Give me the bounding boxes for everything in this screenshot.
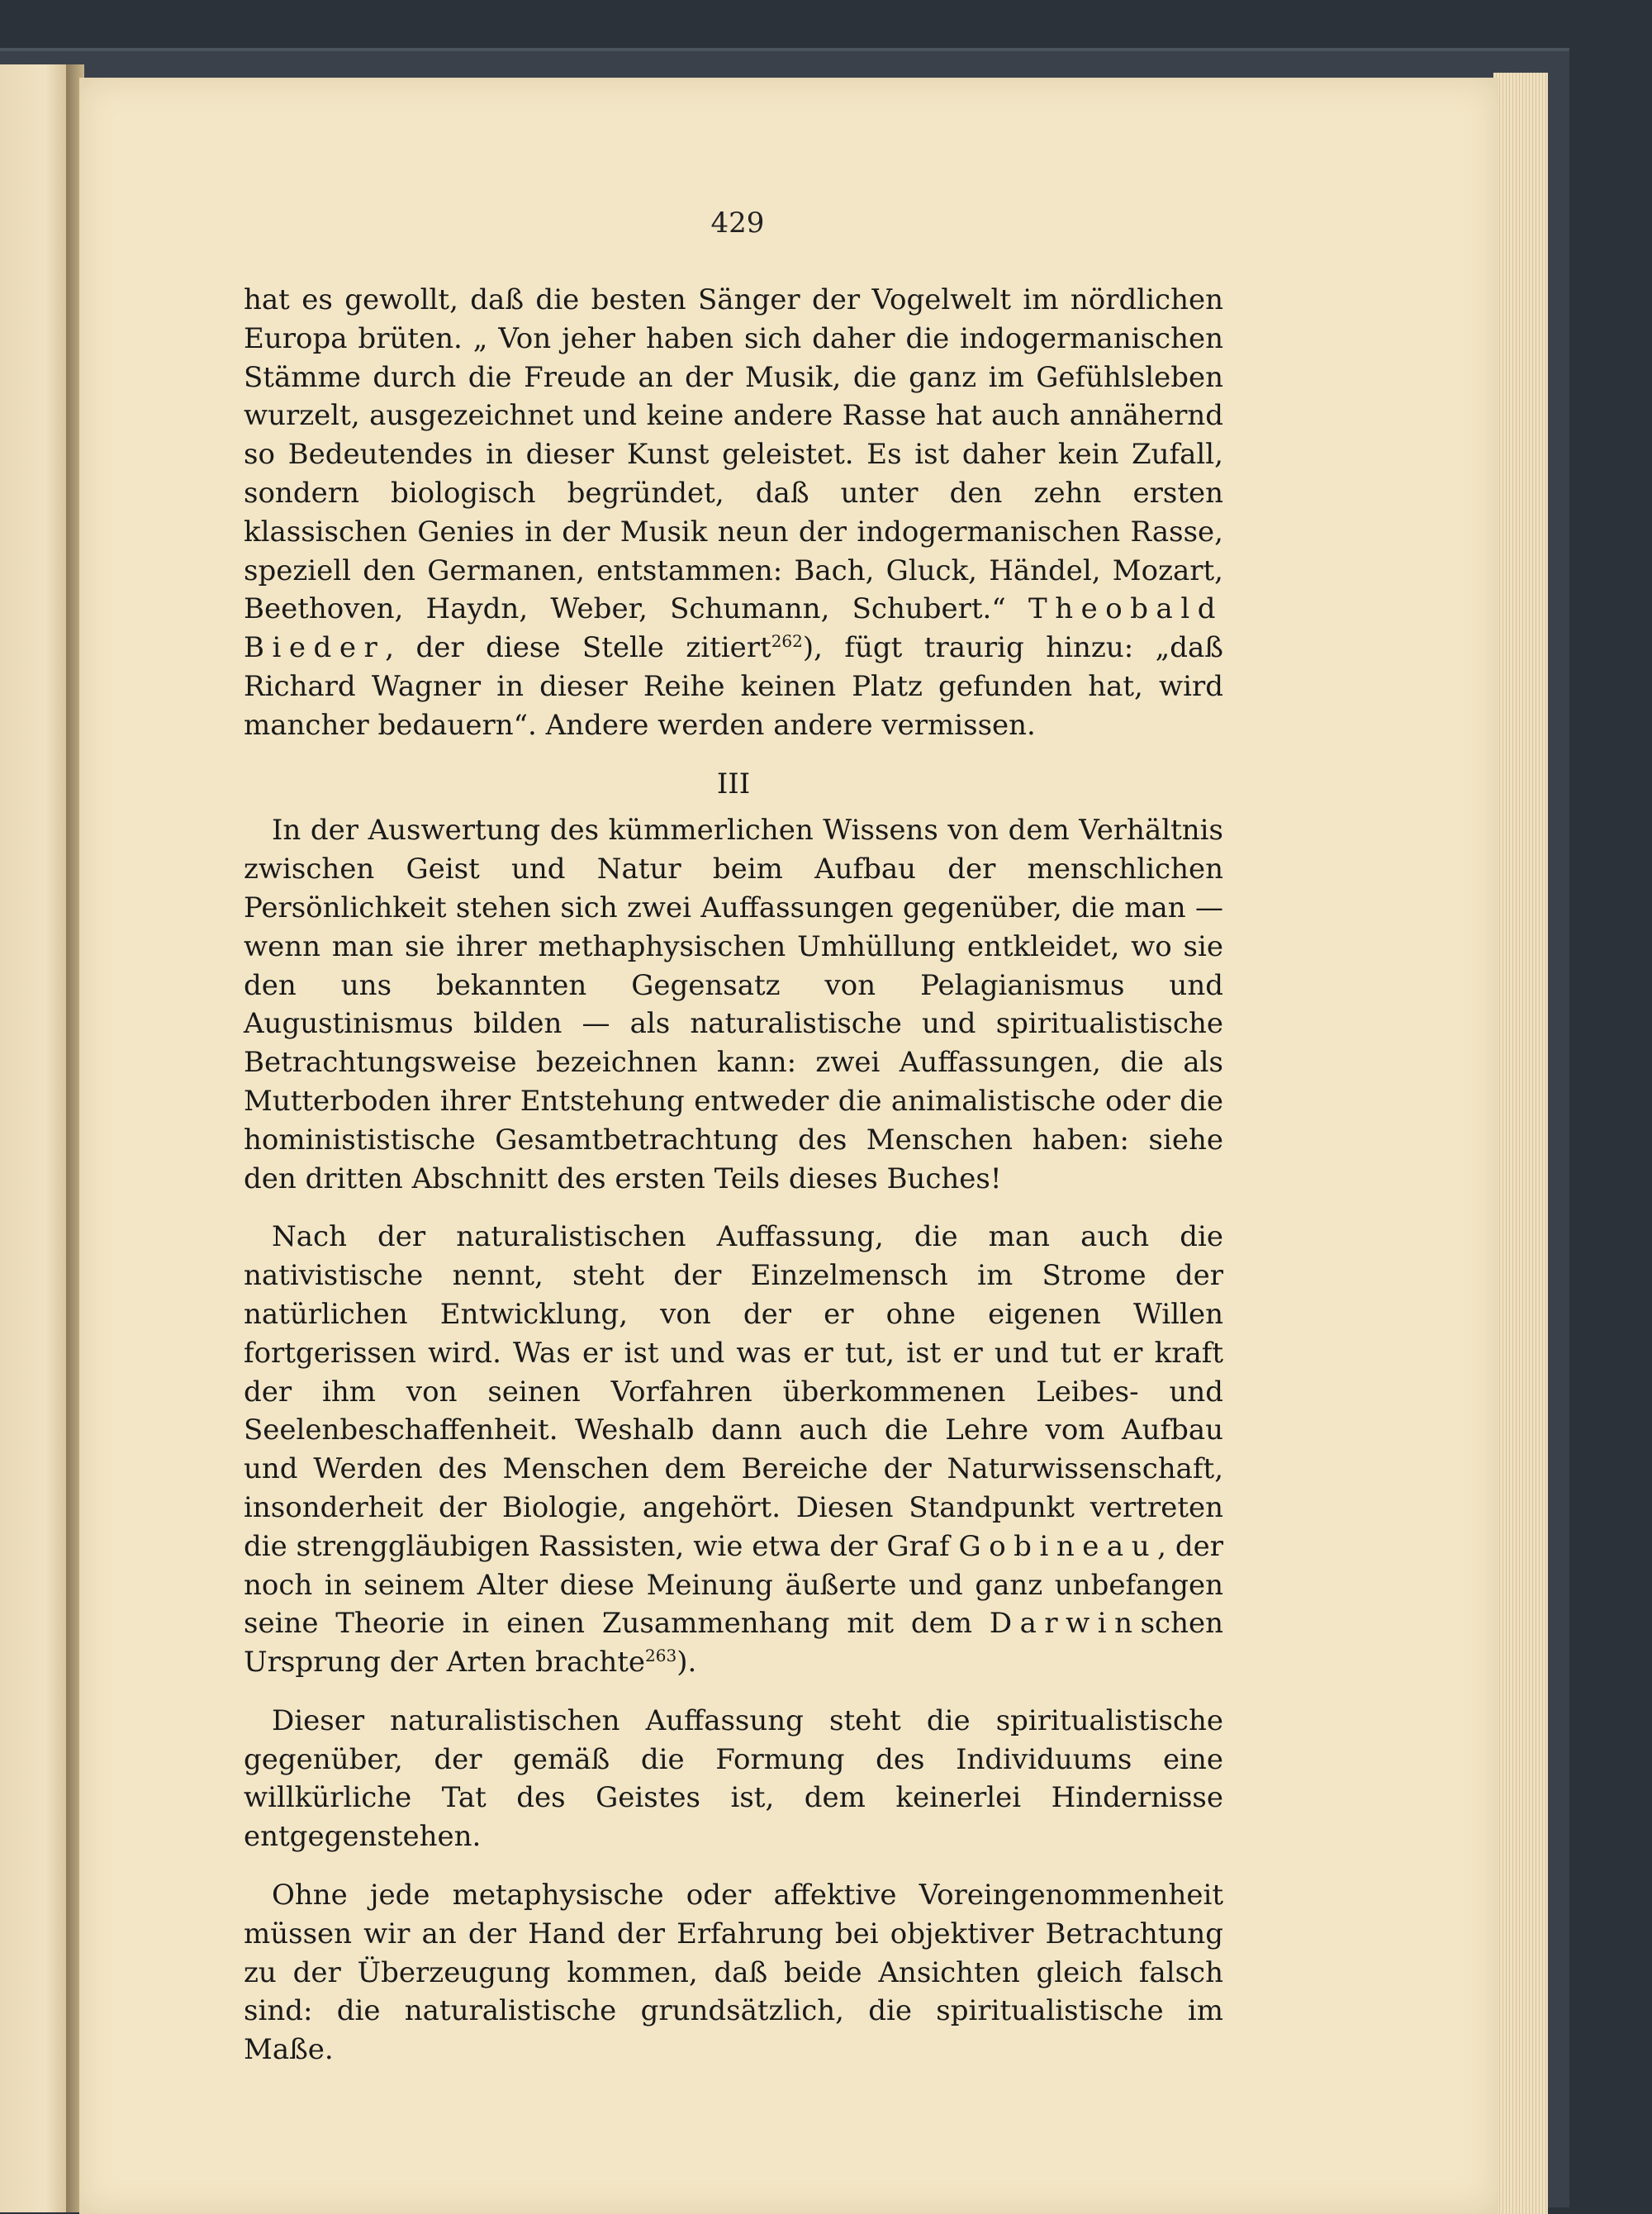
page-stack-edges bbox=[1493, 73, 1548, 2214]
footnote-ref: 262 bbox=[771, 631, 803, 652]
paragraph-2: In der Auswertung des kümmerlichen Wissens von dem Verhältnis zwischen Geist und Natur beim Aufbau der menschlichen Persönlichkeit stehen sich zwei Auffassungen gegenüber, die man — wenn man sie ihrer methaphysischen Umhüllung entkleidet, wo sie den uns bekannten Gegensatz von Pelagianismus und Augustinismus bilden — als naturalistische und spiritualistische Betrachtungsweise bezeichnen kann: zwei Auffassungen, die als Mutterboden ihrer Entstehung entweder die animalistische oder die hominististische Gesamtbetrachtung des Menschen haben: siehe den dritten Abschnitt des ersten Teils dieses Buches! bbox=[244, 814, 1223, 1195]
paragraph-1: hat es gewollt, daß die besten Sänger der Vogelwelt im nördlichen Europa brüten. „ Von jeher haben sich daher die indogermanischen Stämme durch die Freude an der Musik, die ganz im Gefühlsleben wurzelt, ausgezeichnet und keine andere Rasse hat auch annähernd so Bedeutendes in dieser Kunst geleistet. Es ist daher kein Zufall, sondern biologisch begründet, daß unter den zehn ersten klassischen Genies in der Musik neun der indogermanischen Rasse, speziell den Germanen, entstammen: Bach, Gluck, Händel, Mozart, Beethoven, Haydn, Weber, Schumann, Schubert.“ Theobald Bieder, der diese Stelle zitiert$^{262}$), fügt traurig hinzu: „daß Richard Wagner in dieser Reihe keinen Platz gefunden hat, wird mancher bedauern“. Andere werden andere vermissen. bbox=[244, 283, 1224, 742]
section-heading: III bbox=[716, 767, 751, 801]
author-name-spaced: Darwin bbox=[989, 1607, 1141, 1641]
author-name-spaced: Theobald Bieder bbox=[244, 592, 1223, 665]
paragraph-3: Nach der naturalistischen Auffassung, die man auch die nativistische nennt, steht der Einzelmensch im Strome der natürlichen Entwicklung, von der er ohne eigenen Willen fortgerissen wird. Was er ist und was er tut, ist er und tut er kraft der ihm von seinen Vorfahren überkommenen Leibes- und Seelenbeschaffenheit. Weshalb dann auch die Lehre vom Aufbau und Werden des Menschen dem Bereiche der Naturwissenschaft, insonderheit der Biologie, angehört. Diesen Standpunkt vertreten die strenggläubigen Rassisten, wie etwa der Graf Gobineau, der noch in seinem Alter diese Meinung äußerte und ganz unbefangen seine Theorie in einen Zusammenhang mit dem Darwinschen Ursprung der Arten brachte$^{263}$). bbox=[244, 1220, 1223, 1680]
page-number: 429 bbox=[710, 207, 765, 240]
left-page-edge bbox=[0, 64, 76, 2212]
footnote-ref: 263 bbox=[645, 1646, 677, 1666]
page-body bbox=[244, 281, 1223, 2069]
author-name-spaced: Gobineau bbox=[958, 1529, 1158, 1563]
paragraph-5: Ohne jede metaphysische oder affektive Voreingenommenheit müssen wir an der Hand der Erfahrung bei objektiver Betrachtung zu der Überzeugung kommen, daß beide Ansichten gleich falsch sind: die naturalistische grundsätzlich, die spiritualistische im Maße. bbox=[244, 1879, 1223, 2067]
paragraph-4: Dieser naturalistischen Auffassung steht die spiritualistische gegenüber, der gemäß die Formung des Individuums eine willkürliche Tat des Geistes ist, dem keinerlei Hindernisse entgegenstehen. bbox=[244, 1703, 1223, 1854]
